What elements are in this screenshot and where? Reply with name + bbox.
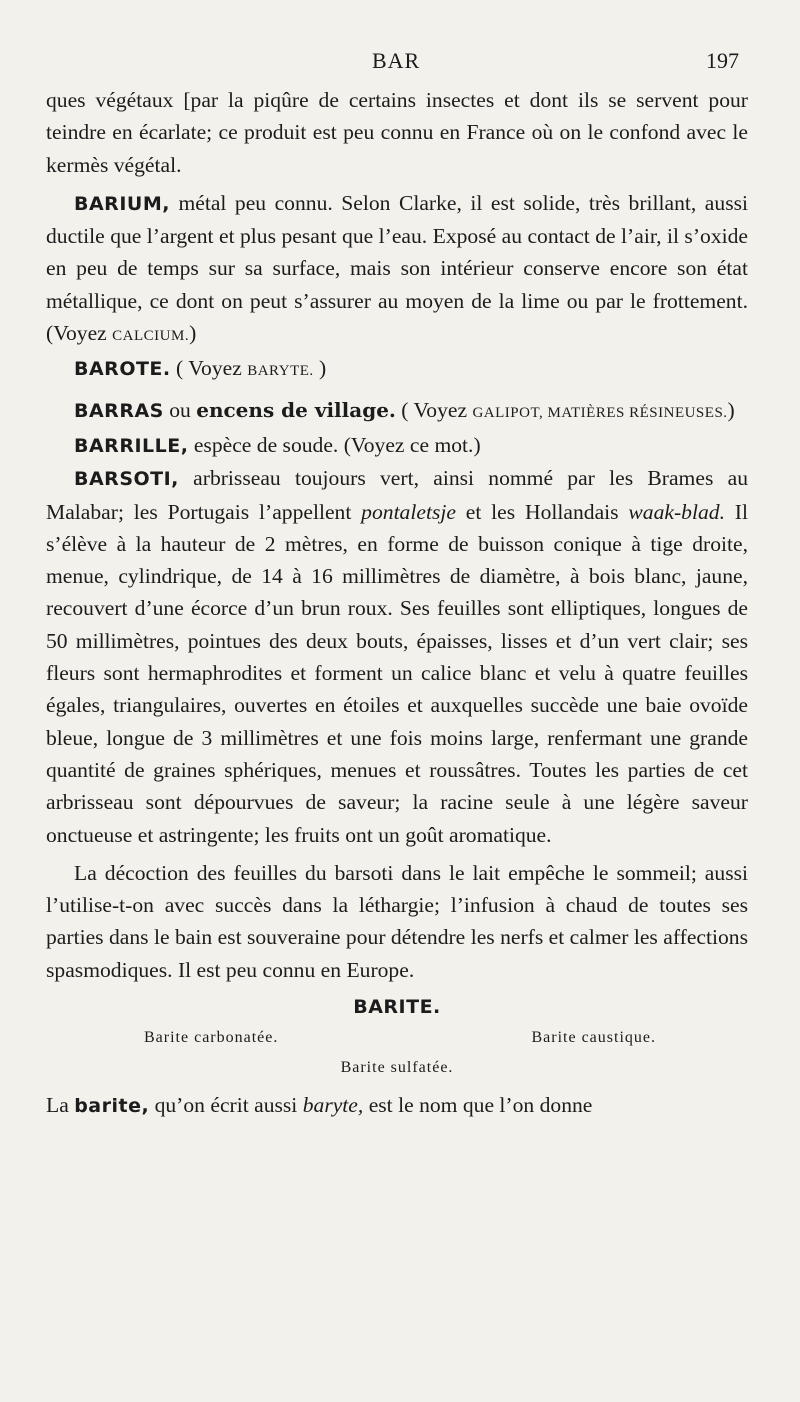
barite-la: La <box>46 1093 75 1118</box>
headword-barsoti: BARSOTI, <box>74 468 179 491</box>
barras-text: ( Voyez <box>395 397 473 422</box>
barite-subtitles <box>46 1023 748 1053</box>
subtitle-caustique: Barite caustique. <box>531 1029 656 1047</box>
headword-barrille: BARRILLE, <box>74 434 189 457</box>
barras-end: ) <box>727 397 735 422</box>
headword-barote: BAROTE. <box>74 358 171 381</box>
barite-alt-spelling: baryte, <box>302 1093 364 1118</box>
entry-barras <box>46 394 748 429</box>
barsoti-text-2: et les Hollandais <box>455 499 629 524</box>
barium-end: ) <box>189 321 197 346</box>
paragraph-barite-intro <box>46 1089 748 1122</box>
barsoti-dutch-name: waak-blad. <box>628 499 725 524</box>
subtitle-carbonatee: Barite carbonatée. <box>144 1029 279 1047</box>
headword-barium: BARIUM, <box>74 192 170 215</box>
running-header <box>0 48 800 78</box>
barote-text: ( Voyez <box>170 356 248 381</box>
header-word: BAR <box>372 48 421 73</box>
barium-ref: CALCIUM. <box>112 328 190 345</box>
headword-barite: BARITE. <box>353 996 441 1019</box>
barote-end: ) <box>313 356 327 381</box>
headword-barite-inline: barite, <box>74 1095 150 1118</box>
paragraph-decoction: La décoction des feuilles du barsoti dans le lait empêche le sommeil; aussi l’utilise-t-on avec succès dans la léthargie; l’infusion à chaud de toutes ses parties dans le bain est souveraine pour détendre les nerfs et calmer les affections spasmodiques. Il est peu connu en Europe. <box>46 860 748 982</box>
barium-text: métal peu connu. Selon Clarke, il est solide, très brillant, aussi ductile que l’argent et plus pesant que l’eau. Exposé au contact de l’air, il s’oxide en peu de temps sur sa surface, mais son intérieur conserve encore son état métallique, ce dont on peut s’assurer au moyen de la lime ou par le frottement. (Voyez <box>46 190 748 346</box>
entry-barrille <box>46 429 748 462</box>
section-title-barite <box>46 990 748 1023</box>
headword-barras: BARRAS <box>74 399 164 422</box>
barsoti-text-3: Il s’élève à la hauteur de 2 mètres, en forme de buisson conique à tige droite, menue, cylindrique, de 14 à 16 millimètres de diamètre, à bois blanc, jaune, recouvert d’une écorce d’un brun roux. Ses feuilles sont elliptiques, longues de 50 millimètres, pointues des deux bouts, épaisses, lisses et d’un vert clair; ses fleurs sont hermaphrodites et forment un calice blanc et velu à quatre feuilles égales, triangulaires, ouvertes en étoiles et auxquelles succède une baie ovoïde bleue, longue de 3 millimètres et une fois moins large, renfermant une grande quantité de graines sphériques, menues et roussâtres. Toutes les parties de cet arbrisseau sont dépourvues de saveur; la racine seule à une légère saveur onctueuse et astringente; les fruits ont un goût aromatique. <box>46 499 748 847</box>
entry-barsoti <box>46 462 748 851</box>
subtitle-sulfatee: Barite sulfatée. <box>340 1059 454 1077</box>
barras-ou: ou <box>163 397 197 422</box>
entry-barium <box>46 187 748 352</box>
barite-text-2: est le nom que l’on donne <box>363 1093 593 1118</box>
barras-ref: GALIPOT, MATIÈRES RÉSINEUSES. <box>472 404 728 421</box>
paragraph-continued: ques végétaux [par la piqûre de certains insectes et dont ils se servent pour teindre en écarlate; ce produit est peu connu en France où on le confond avec le kermès végétal. <box>46 88 748 177</box>
barsoti-portuguese-name: pontaletsje <box>361 499 456 524</box>
barsoti-text-1: arbrisseau toujours vert, ainsi nommé par les Brames au Malabar; les Portugais l’appellent <box>46 466 748 524</box>
barote-ref: BARYTE. <box>247 363 314 380</box>
barrille-text: espèce de soude. (Voyez ce mot.) <box>188 432 481 457</box>
page-number: 197 <box>706 48 739 73</box>
headword-encens: encens de village. <box>196 397 396 422</box>
page-body <box>46 84 748 1123</box>
barite-text-1: qu’on écrit aussi <box>149 1093 303 1118</box>
entry-barote <box>46 352 748 387</box>
